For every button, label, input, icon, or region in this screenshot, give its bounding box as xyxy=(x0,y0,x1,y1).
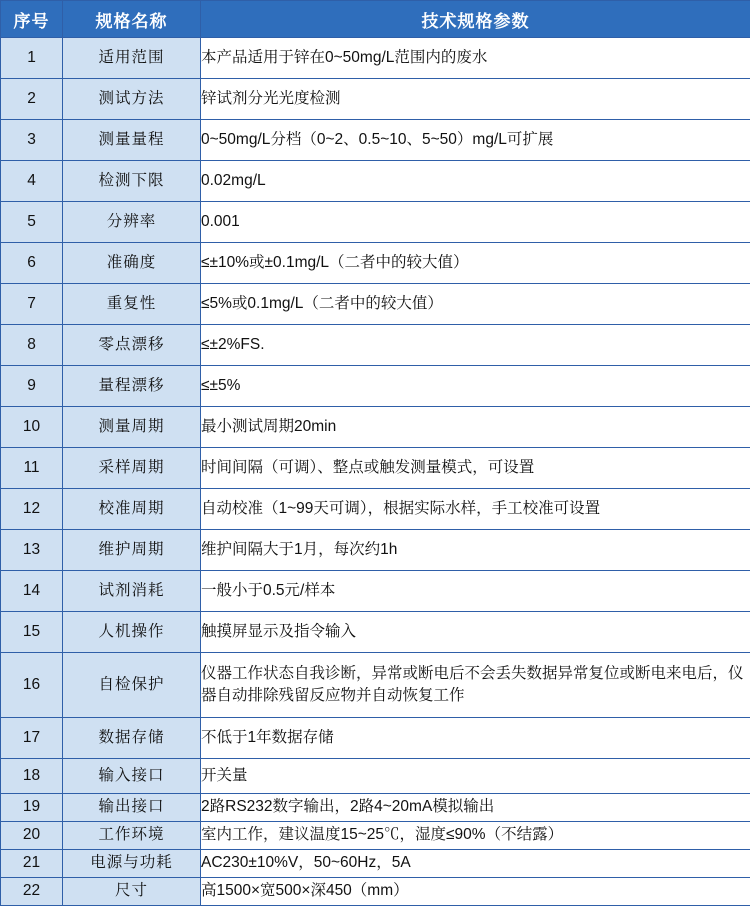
cell-spec-name: 分辨率 xyxy=(63,202,201,243)
cell-index: 7 xyxy=(1,284,63,325)
table-row xyxy=(1,120,750,161)
cell-spec-value: 0~50mg/L分档（0~2、0.5~10、5~50）mg/L可扩展 xyxy=(201,120,750,161)
cell-index: 10 xyxy=(1,407,63,448)
cell-spec-name: 校准周期 xyxy=(63,489,201,530)
column-header-value: 技术规格参数 xyxy=(201,1,750,38)
cell-index: 16 xyxy=(1,653,63,718)
cell-index: 12 xyxy=(1,489,63,530)
table-row xyxy=(1,243,750,284)
cell-index: 9 xyxy=(1,366,63,407)
column-header-name: 规格名称 xyxy=(63,1,201,38)
cell-index: 17 xyxy=(1,718,63,759)
column-header-no: 序号 xyxy=(1,1,63,38)
table-row xyxy=(1,407,750,448)
table-row xyxy=(1,325,750,366)
table-row xyxy=(1,202,750,243)
cell-index: 3 xyxy=(1,120,63,161)
cell-spec-value: ≤±2%FS. xyxy=(201,325,750,366)
cell-index: 20 xyxy=(1,822,63,850)
cell-spec-value: ≤±10%或±0.1mg/L（二者中的较大值） xyxy=(201,243,750,284)
table-row xyxy=(1,718,750,759)
cell-spec-value: 锌试剂分光光度检测 xyxy=(201,79,750,120)
cell-spec-name: 适用范围 xyxy=(63,38,201,79)
table-row xyxy=(1,612,750,653)
cell-spec-value: 高1500×宽500×深450（mm） xyxy=(201,878,750,906)
table-row xyxy=(1,38,750,79)
cell-spec-value: ≤±5% xyxy=(201,366,750,407)
table-header xyxy=(1,1,750,38)
cell-spec-name: 输入接口 xyxy=(63,759,201,794)
cell-spec-value: 自动校准（1~99天可调），根据实际水样，手工校准可设置 xyxy=(201,489,750,530)
table-row xyxy=(1,794,750,822)
cell-spec-value: 仪器工作状态自我诊断，异常或断电后不会丢失数据异常复位或断电来电后，仪器自动排除残留反应物并自动恢复工作 xyxy=(201,653,750,718)
cell-spec-value: 本产品适用于锌在0~50mg/L范围内的废水 xyxy=(201,38,750,79)
table-row xyxy=(1,822,750,850)
cell-spec-name: 零点漂移 xyxy=(63,325,201,366)
cell-index: 18 xyxy=(1,759,63,794)
table-body xyxy=(1,38,750,906)
cell-index: 11 xyxy=(1,448,63,489)
cell-spec-value: 不低于1年数据存储 xyxy=(201,718,750,759)
cell-index: 2 xyxy=(1,79,63,120)
cell-spec-name: 尺寸 xyxy=(63,878,201,906)
table-row xyxy=(1,79,750,120)
table-row xyxy=(1,489,750,530)
cell-index: 4 xyxy=(1,161,63,202)
cell-spec-value: 维护间隔大于1月，每次约1h xyxy=(201,530,750,571)
cell-spec-value: AC230±10%V，50~60Hz，5A xyxy=(201,850,750,878)
cell-spec-name: 自检保护 xyxy=(63,653,201,718)
cell-spec-value: 室内工作，建议温度15~25℃，湿度≤90%（不结露） xyxy=(201,822,750,850)
cell-spec-name: 检测下限 xyxy=(63,161,201,202)
table-row xyxy=(1,878,750,906)
table-row xyxy=(1,366,750,407)
cell-index: 21 xyxy=(1,850,63,878)
cell-spec-name: 量程漂移 xyxy=(63,366,201,407)
cell-index: 8 xyxy=(1,325,63,366)
cell-spec-name: 数据存储 xyxy=(63,718,201,759)
cell-index: 1 xyxy=(1,38,63,79)
cell-spec-name: 测量周期 xyxy=(63,407,201,448)
cell-spec-name: 准确度 xyxy=(63,243,201,284)
table-row xyxy=(1,161,750,202)
table-row xyxy=(1,530,750,571)
cell-spec-value: 时间间隔（可调）、整点或触发测量模式，可设置 xyxy=(201,448,750,489)
cell-spec-value: 一般小于0.5元/样本 xyxy=(201,571,750,612)
cell-spec-name: 维护周期 xyxy=(63,530,201,571)
cell-index: 19 xyxy=(1,794,63,822)
cell-spec-name: 测试方法 xyxy=(63,79,201,120)
cell-spec-value: 最小测试周期20min xyxy=(201,407,750,448)
cell-spec-value: 0.02mg/L xyxy=(201,161,750,202)
cell-index: 6 xyxy=(1,243,63,284)
table-row xyxy=(1,284,750,325)
table-row xyxy=(1,653,750,718)
table-row xyxy=(1,759,750,794)
table-row xyxy=(1,571,750,612)
cell-index: 13 xyxy=(1,530,63,571)
cell-spec-name: 测量量程 xyxy=(63,120,201,161)
cell-spec-name: 试剂消耗 xyxy=(63,571,201,612)
cell-spec-name: 工作环境 xyxy=(63,822,201,850)
cell-spec-name: 采样周期 xyxy=(63,448,201,489)
cell-spec-name: 电源与功耗 xyxy=(63,850,201,878)
cell-spec-name: 输出接口 xyxy=(63,794,201,822)
table-row xyxy=(1,448,750,489)
cell-spec-value: ≤5%或0.1mg/L（二者中的较大值） xyxy=(201,284,750,325)
cell-spec-name: 人机操作 xyxy=(63,612,201,653)
cell-index: 5 xyxy=(1,202,63,243)
header-row xyxy=(1,1,750,38)
cell-index: 22 xyxy=(1,878,63,906)
cell-spec-value: 2路RS232数字输出，2路4~20mA模拟输出 xyxy=(201,794,750,822)
cell-index: 14 xyxy=(1,571,63,612)
cell-spec-value: 触摸屏显示及指令输入 xyxy=(201,612,750,653)
cell-spec-name: 重复性 xyxy=(63,284,201,325)
cell-spec-value: 0.001 xyxy=(201,202,750,243)
cell-spec-value: 开关量 xyxy=(201,759,750,794)
table-row xyxy=(1,850,750,878)
cell-index: 15 xyxy=(1,612,63,653)
